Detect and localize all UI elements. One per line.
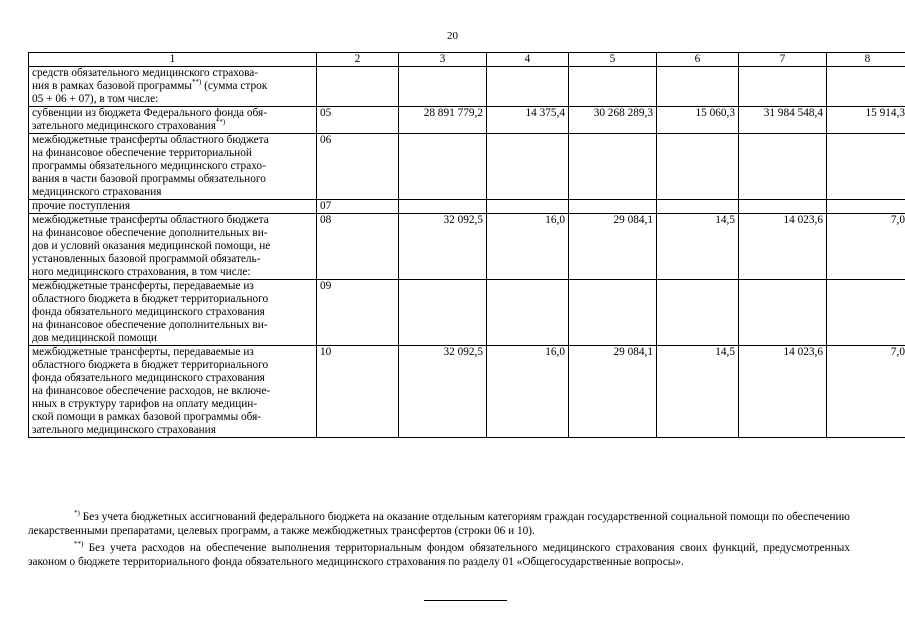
value-cell-6: 15 060,3 bbox=[657, 107, 739, 134]
row-code: 09 bbox=[317, 280, 399, 346]
value-cell-7: 31 984 548,4 bbox=[739, 107, 827, 134]
table-row bbox=[29, 346, 905, 438]
description-line: зательного медицинского страхования bbox=[32, 120, 216, 132]
col-header-3: 3 bbox=[399, 53, 487, 67]
value-cell-7: 14 023,6 bbox=[739, 346, 827, 438]
footnote-mark: **) bbox=[74, 540, 84, 548]
value-cell-3: 28 891 779,2 bbox=[399, 107, 487, 134]
value-cell-6 bbox=[657, 67, 739, 107]
value-cell-7 bbox=[739, 280, 827, 346]
description-line: на финансовое обеспечение расходов, не включе- bbox=[32, 385, 271, 397]
value-cell-8: 7,0 bbox=[827, 346, 905, 438]
description-line: дов и условий оказания медицинской помощи, не bbox=[32, 240, 271, 252]
table-row bbox=[29, 214, 905, 280]
row-code: 06 bbox=[317, 134, 399, 200]
footnote-mark: *) bbox=[74, 509, 80, 517]
value-cell-6 bbox=[657, 280, 739, 346]
col-header-1: 1 bbox=[29, 53, 317, 67]
col-header-8: 8 bbox=[827, 53, 905, 67]
description-line: ния в рамках базовой программы bbox=[32, 80, 192, 92]
value-cell-5: 29 084,1 bbox=[569, 214, 657, 280]
footnote-1 bbox=[28, 510, 850, 538]
row-description bbox=[29, 346, 317, 438]
description-line: дов медицинской помощи bbox=[32, 332, 157, 344]
value-cell-3 bbox=[399, 67, 487, 107]
description-line: на финансовое обеспечение дополнительных ви- bbox=[32, 319, 268, 331]
description-line: ской помощи в рамках базовой программы обя- bbox=[32, 411, 262, 423]
description-line: зательного медицинского страхования bbox=[32, 424, 216, 436]
description-line: ного медицинского страхования, в том числе: bbox=[32, 266, 251, 278]
row-description bbox=[29, 200, 317, 214]
description-line: медицинского страхования bbox=[32, 186, 162, 198]
value-cell-8 bbox=[827, 200, 905, 214]
table-row bbox=[29, 200, 905, 214]
table-row bbox=[29, 107, 905, 134]
value-cell-8 bbox=[827, 134, 905, 200]
value-cell-4: 16,0 bbox=[487, 214, 569, 280]
value-cell-3 bbox=[399, 280, 487, 346]
row-description bbox=[29, 214, 317, 280]
page-number: 20 bbox=[447, 30, 458, 42]
value-cell-3: 32 092,5 bbox=[399, 346, 487, 438]
row-description bbox=[29, 107, 317, 134]
value-cell-5: 30 268 289,3 bbox=[569, 107, 657, 134]
row-code: 07 bbox=[317, 200, 399, 214]
description-line: программы обязательного медицинского страхо- bbox=[32, 160, 266, 172]
table-row bbox=[29, 67, 905, 107]
value-cell-4: 14 375,4 bbox=[487, 107, 569, 134]
row-description bbox=[29, 67, 317, 107]
value-cell-6 bbox=[657, 200, 739, 214]
description-line: на финансовое обеспечение территориальной bbox=[32, 147, 252, 159]
table-header-row bbox=[29, 53, 905, 67]
row-description bbox=[29, 134, 317, 200]
footnote-mark: **) bbox=[215, 118, 226, 126]
row-code: 10 bbox=[317, 346, 399, 438]
description-tail: (сумма строк bbox=[201, 80, 268, 92]
value-cell-3 bbox=[399, 134, 487, 200]
value-cell-5 bbox=[569, 280, 657, 346]
description-line: межбюджетные трансферты областного бюджета bbox=[32, 134, 269, 146]
value-cell-5 bbox=[569, 200, 657, 214]
description-line: фонда обязательного медицинского страхования bbox=[32, 372, 265, 384]
value-cell-6 bbox=[657, 134, 739, 200]
footnote-mark: **) bbox=[192, 78, 202, 86]
col-header-2: 2 bbox=[317, 53, 399, 67]
footnote-text: Без учета бюджетных ассигнований федерального бюджета на оказание отдельным категориям граждан государственной социальной помощи по обеспечению лекарственными препаратами, целевых программ, а также межбюджетных трансфертов (строки 06 и 10). bbox=[28, 511, 850, 537]
value-cell-4: 16,0 bbox=[487, 346, 569, 438]
value-cell-7: 14 023,6 bbox=[739, 214, 827, 280]
col-header-6: 6 bbox=[657, 53, 739, 67]
value-cell-4 bbox=[487, 280, 569, 346]
table-row bbox=[29, 134, 905, 200]
value-cell-7 bbox=[739, 67, 827, 107]
budget-table bbox=[28, 52, 905, 438]
footnote-2 bbox=[28, 541, 850, 569]
value-cell-3: 32 092,5 bbox=[399, 214, 487, 280]
description-line: 05 + 06 + 07), в том числе: bbox=[32, 93, 159, 105]
value-cell-4 bbox=[487, 134, 569, 200]
footnotes bbox=[28, 510, 850, 572]
description-line: областного бюджета в бюджет территориального bbox=[32, 293, 269, 305]
value-cell-5 bbox=[569, 67, 657, 107]
col-header-7: 7 bbox=[739, 53, 827, 67]
value-cell-5: 29 084,1 bbox=[569, 346, 657, 438]
bottom-divider bbox=[424, 600, 507, 601]
value-cell-6: 14,5 bbox=[657, 346, 739, 438]
row-description bbox=[29, 280, 317, 346]
row-code: 08 bbox=[317, 214, 399, 280]
footnote-text: Без учета расходов на обеспечение выполнения территориальным фондом обязательного медицинского страхования своих функций, предусмотренных законом о бюджете территориального фонда обязательного медицинского страхования по разделу 01 «Общегосударственные вопросы». bbox=[28, 542, 850, 568]
description-line: средств обязательного медицинского страхова- bbox=[32, 67, 259, 79]
table-row bbox=[29, 280, 905, 346]
description-line: установленных базовой программой обязатель- bbox=[32, 253, 261, 265]
description-line: фонда обязательного медицинского страхования bbox=[32, 306, 265, 318]
value-cell-8: 15 914,3 bbox=[827, 107, 905, 134]
value-cell-4 bbox=[487, 200, 569, 214]
description-line: межбюджетные трансферты, передаваемые из bbox=[32, 280, 254, 292]
col-header-4: 4 bbox=[487, 53, 569, 67]
description-line: межбюджетные трансферты, передаваемые из bbox=[32, 346, 254, 358]
value-cell-7 bbox=[739, 200, 827, 214]
value-cell-6: 14,5 bbox=[657, 214, 739, 280]
value-cell-3 bbox=[399, 200, 487, 214]
value-cell-7 bbox=[739, 134, 827, 200]
row-code bbox=[317, 67, 399, 107]
description-line: областного бюджета в бюджет территориального bbox=[32, 359, 269, 371]
description-line: нных в структуру тарифов на оплату медицин- bbox=[32, 398, 258, 410]
row-code: 05 bbox=[317, 107, 399, 134]
value-cell-4 bbox=[487, 67, 569, 107]
description-line: межбюджетные трансферты областного бюджета bbox=[32, 214, 269, 226]
value-cell-5 bbox=[569, 134, 657, 200]
description-line: вания в части базовой программы обязательного bbox=[32, 173, 266, 185]
description-line: на финансовое обеспечение дополнительных ви- bbox=[32, 227, 268, 239]
description-line: прочие поступления bbox=[32, 200, 131, 212]
description-line: субвенции из бюджета Федерального фонда обя- bbox=[32, 107, 267, 119]
value-cell-8 bbox=[827, 67, 905, 107]
value-cell-8 bbox=[827, 280, 905, 346]
value-cell-8: 7,0 bbox=[827, 214, 905, 280]
col-header-5: 5 bbox=[569, 53, 657, 67]
